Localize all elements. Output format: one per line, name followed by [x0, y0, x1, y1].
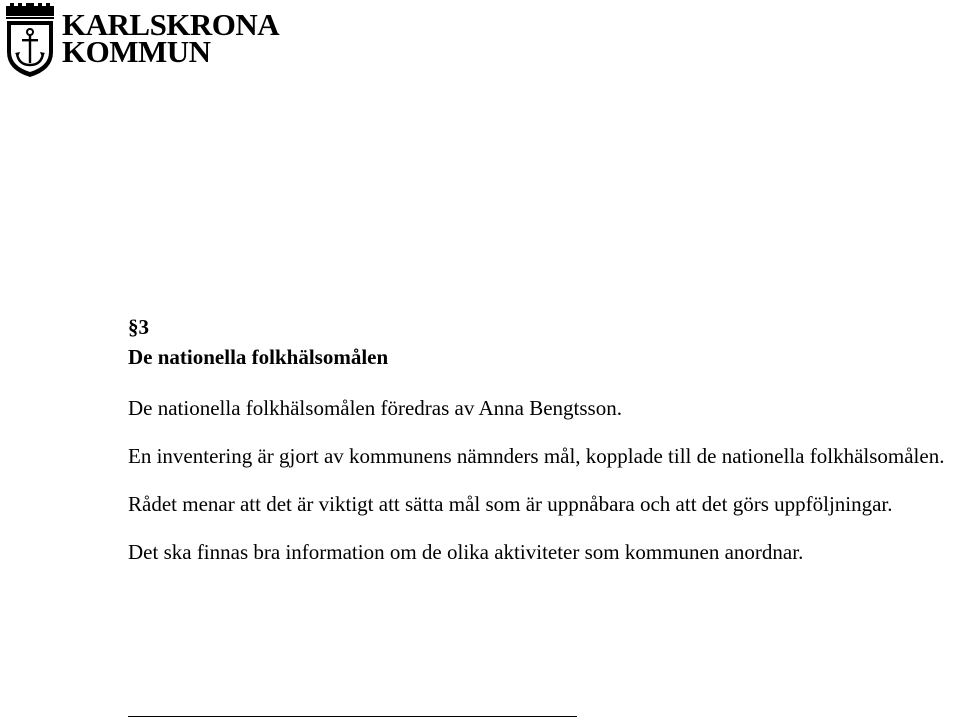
- municipality-logo: [2, 2, 322, 78]
- logo-line-2: KOMMUN: [62, 34, 211, 69]
- coat-of-arms-icon: [2, 2, 58, 78]
- paragraph-1: De nationella folkhälsomålen föredras av Anna Bengtsson.: [128, 396, 622, 420]
- paragraph-3: Rådet menar att det är viktigt att sätta mål som är uppnåbara och att det görs uppföljningar.: [128, 492, 893, 516]
- signature-line: [128, 716, 577, 717]
- paragraph-4: Det ska finnas bra information om de olika aktiviteter som kommunen anordnar.: [128, 540, 804, 564]
- logo-wordmark: [62, 7, 280, 69]
- section-number: §3: [128, 315, 149, 339]
- logo-line-1: KARLSKRONA: [62, 7, 280, 42]
- section-heading: De nationella folkhälsomålen: [128, 345, 389, 369]
- paragraph-2: En inventering är gjort av kommunens nämnders mål, kopplade till de nationella folkhälsomålen.: [128, 444, 945, 468]
- protocol-section: [128, 312, 958, 585]
